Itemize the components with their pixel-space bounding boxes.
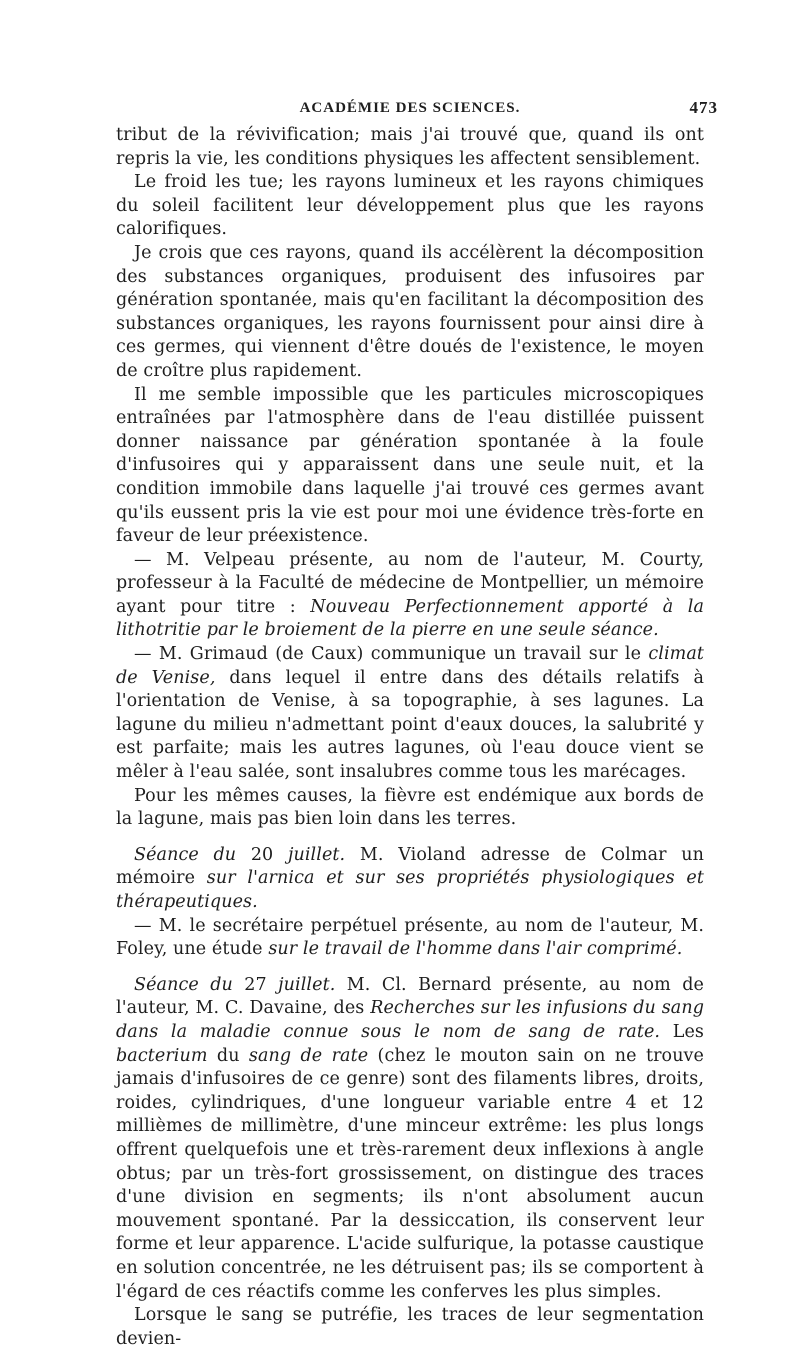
header-title: ACADÉMIE DES SCIENCES. [299, 100, 521, 116]
session-paragraph: Séance du 27 juillet. M. Cl. Bernard présente, au nom de l'auteur, M. C. Davaine, des Recherches sur les infusions du sang dans la maladie connue sous le nom de sang de rate. Les bacterium du sang de rate (chez le mouton sain on ne trouve jamais d'infusoires de ce genre) sont des filaments libres, droits, roides, cylindriques, d'une longueur variable entre 4 et 12 millièmes de millimètre, d'une minceur extrême: les plus longs offrent quelquefois une et très-rarement deux inflexions à angle obtus; par un très-fort grossissement, on distingue des traces d'une division en segments; ils n'ont absolument aucun mouvement spontané. Par la dessiccation, ils conservent leur forme et leur apparence. L'acide sulfurique, la potasse caustique en solution concentrée, ne les détruisent pas; ils se comportent à l'égard de ces réactifs comme les conferves les plus simples. [116, 974, 705, 1302]
paragraph: Pour les mêmes causes, la fièvre est endémique aux bords de la lagune, mais pas bien loin dans les terres. [116, 785, 704, 830]
page-body [116, 124, 704, 1351]
paragraph: Je crois que ces rayons, quand ils accélèrent la décomposition des substances organiques, produisent des infusoires par génération spontanée, mais qu'en facilitant la décomposition des substances organiques, les rayons fournissent pour ainsi dire à ces germes, qui viennent d'être doués de l'existence, le moyen de croître plus rapidement. [116, 242, 704, 381]
paragraph: Lorsque le sang se putréfie, les traces de leur segmentation devien- [116, 1305, 704, 1349]
paragraph: — M. Velpeau présente, au nom de l'auteur, M. Courty, professeur à la Faculté de médecine de Montpellier, un mémoire ayant pour titre : Nouveau Perfectionnement apporté à la lithotritie par le broiement de la pierre en une seule séance. [116, 549, 704, 641]
paragraph: tribut de la révivification; mais j'ai trouvé que, quand ils ont repris la vie, les conditions physiques les affectent sensiblement. [116, 125, 704, 169]
paragraph: Le froid les tue; les rayons lumineux et les rayons chimiques du soleil facilitent leur développement plus que les rayons calorifiques. [116, 172, 704, 240]
session-paragraph: Séance du 20 juillet. M. Violand adresse de Colmar un mémoire sur l'arnica et sur ses propriétés physiologiques et thérapeutiques. [116, 844, 704, 912]
running-header [116, 94, 718, 124]
page-number: 473 [689, 98, 718, 117]
paragraph: — M. le secrétaire perpétuel présente, au nom de l'auteur, M. Foley, une étude sur le travail de l'homme dans l'air comprimé. [116, 915, 704, 960]
paragraph: Il me semble impossible que les particules microscopiques entraînées par l'atmosphère dans de l'eau distillée puissent donner naissance par génération spontanée à la foule d'infusoires qui y apparaissent dans une seule nuit, et la condition immobile dans laquelle j'ai trouvé ces germes avant qu'ils eussent pris la vie est pour moi une évidence très-forte en faveur de leur préexistence. [116, 384, 704, 547]
paragraph: — M. Grimaud (de Caux) communique un travail sur le climat de Venise, dans lequel il entre dans des détails relatifs à l'orientation de Venise, à sa topographie, à ses lagunes. La lagune du milieu n'admettant point d'eaux douces, la salubrité y est parfaite; mais les autres lagunes, où l'eau douce vient se mêler à l'eau salée, sont insalubres comme tous les marécages. [116, 644, 704, 783]
